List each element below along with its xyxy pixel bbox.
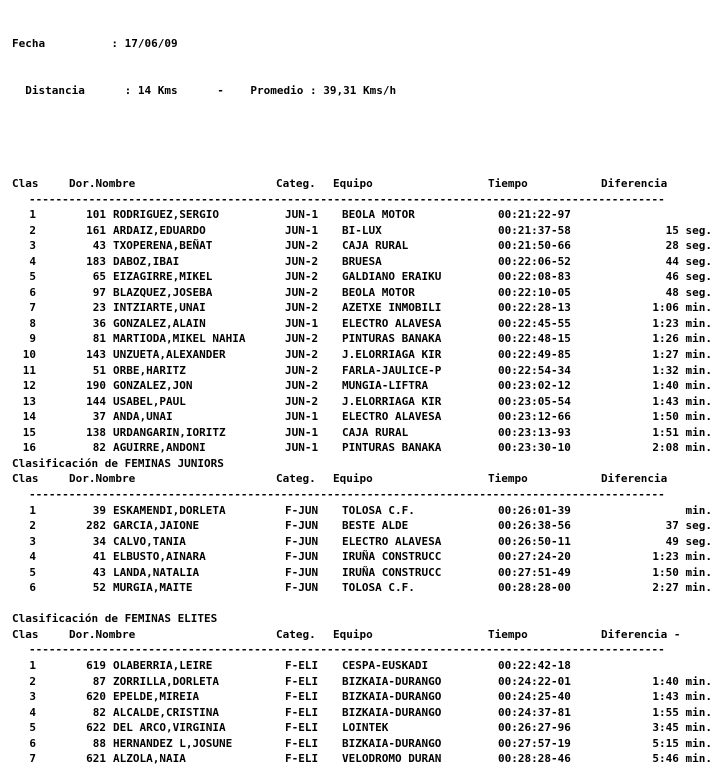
row-tiempo: 00:24:25-40 bbox=[498, 690, 571, 704]
table-row bbox=[12, 658, 712, 674]
table-row bbox=[12, 720, 712, 736]
table-row bbox=[12, 363, 712, 379]
table-row bbox=[12, 238, 712, 254]
table-row bbox=[12, 440, 712, 456]
row-categ: JUN-1 bbox=[285, 208, 319, 222]
column-header-row bbox=[12, 471, 712, 487]
row-diferencia: 1:43 min. bbox=[652, 394, 712, 408]
row-nombre: RODRIGUEZ,SERGIO bbox=[113, 208, 219, 222]
row-diferencia: 37 seg. bbox=[665, 519, 712, 533]
row-equipo: PINTURAS BANAKA bbox=[342, 441, 442, 455]
row-equipo: BIZKAIA-DURANGO bbox=[342, 705, 442, 719]
column-header-row bbox=[12, 176, 712, 192]
row-equipo: J.ELORRIAGA KIR bbox=[342, 348, 442, 362]
table-row bbox=[12, 736, 712, 752]
row-categ: JUN-2 bbox=[285, 332, 319, 346]
table-row bbox=[12, 378, 712, 394]
row-nombre: ALZOLA,NAIA bbox=[113, 752, 186, 766]
row-nombre: CALVO,TANIA bbox=[113, 534, 186, 548]
blank-line bbox=[12, 129, 712, 145]
row-categ: F-JUN bbox=[285, 519, 319, 533]
row-clas: 15 bbox=[22, 425, 36, 439]
table-row bbox=[12, 207, 712, 223]
row-nombre: TXOPERENA,BEÑAT bbox=[113, 239, 213, 253]
section-title: Clasificación de FEMINAS JUNIORS bbox=[12, 456, 224, 470]
row-categ: F-JUN bbox=[285, 550, 319, 564]
row-clas: 1 bbox=[29, 503, 36, 517]
row-nombre: MARTIODA,MIKEL NAHIA bbox=[113, 332, 246, 346]
row-dorsal: 37 bbox=[92, 410, 106, 424]
row-tiempo: 00:22:28-13 bbox=[498, 301, 571, 315]
row-clas: 1 bbox=[29, 208, 36, 222]
row-dorsal: 82 bbox=[92, 441, 106, 455]
row-categ: JUN-2 bbox=[285, 254, 319, 268]
col-header-equipo: Equipo bbox=[333, 472, 373, 486]
table-row bbox=[12, 300, 712, 316]
row-clas: 3 bbox=[29, 690, 36, 704]
row-clas: 7 bbox=[29, 301, 36, 315]
row-equipo: TOLOSA C.F. bbox=[342, 503, 415, 517]
row-categ: JUN-1 bbox=[285, 410, 319, 424]
row-categ: JUN-2 bbox=[285, 270, 319, 284]
row-nombre: UNZUETA,ALEXANDER bbox=[113, 348, 226, 362]
row-clas: 2 bbox=[29, 519, 36, 533]
table-row bbox=[12, 534, 712, 550]
row-tiempo: 00:27:51-49 bbox=[498, 565, 571, 579]
row-nombre: ARDAIZ,EDUARDO bbox=[113, 223, 206, 237]
row-categ: F-JUN bbox=[285, 565, 319, 579]
col-header-dor-nombre: Dor.Nombre bbox=[69, 472, 136, 486]
row-diferencia: 49 seg. bbox=[665, 534, 712, 548]
row-tiempo: 00:21:22-97 bbox=[498, 208, 571, 222]
row-clas: 6 bbox=[29, 736, 36, 750]
row-clas: 3 bbox=[29, 239, 36, 253]
row-nombre: USABEL,PAUL bbox=[113, 394, 186, 408]
row-categ: F-JUN bbox=[285, 503, 319, 517]
row-tiempo: 00:23:13-93 bbox=[498, 425, 571, 439]
row-equipo: BI-LUX bbox=[342, 223, 382, 237]
row-equipo: J.ELORRIAGA KIR bbox=[342, 394, 442, 408]
row-nombre: ORBE,HARITZ bbox=[113, 363, 186, 377]
row-categ: F-ELI bbox=[285, 736, 319, 750]
row-equipo: BRUESA bbox=[342, 254, 382, 268]
row-equipo: CESPA-EUSKADI bbox=[342, 658, 429, 672]
col-header-categ: Categ. bbox=[276, 177, 316, 191]
row-categ: JUN-2 bbox=[285, 348, 319, 362]
row-dorsal: 619 bbox=[86, 658, 106, 672]
col-header-diferencia: Diferencia bbox=[601, 177, 668, 191]
col-header-equipo: Equipo bbox=[333, 627, 373, 641]
table-row bbox=[12, 285, 712, 301]
row-dorsal: 190 bbox=[86, 379, 106, 393]
row-clas: 12 bbox=[22, 379, 36, 393]
row-equipo: TOLOSA C.F. bbox=[342, 581, 415, 595]
row-tiempo: 00:24:22-01 bbox=[498, 674, 571, 688]
row-dorsal: 43 bbox=[92, 239, 106, 253]
row-tiempo: 00:22:42-18 bbox=[498, 658, 571, 672]
row-diferencia: 15 seg. bbox=[665, 223, 712, 237]
row-diferencia: 1:43 min. bbox=[652, 690, 712, 704]
row-dorsal: 144 bbox=[86, 394, 106, 408]
col-header-categ: Categ. bbox=[276, 472, 316, 486]
row-diferencia: 1:55 min. bbox=[652, 705, 712, 719]
row-dorsal: 161 bbox=[86, 223, 106, 237]
row-categ: JUN-1 bbox=[285, 441, 319, 455]
row-diferencia: 5:15 min. bbox=[652, 736, 712, 750]
table-row bbox=[12, 394, 712, 410]
row-equipo: BIZKAIA-DURANGO bbox=[342, 690, 442, 704]
row-dorsal: 82 bbox=[92, 705, 106, 719]
table-row bbox=[12, 705, 712, 721]
row-dorsal: 51 bbox=[92, 363, 106, 377]
table-row bbox=[12, 254, 712, 270]
row-equipo: FARLA-JAULICE-P bbox=[342, 363, 442, 377]
row-diferencia: 2:27 min. bbox=[652, 581, 712, 595]
row-tiempo: 00:28:28-00 bbox=[498, 581, 571, 595]
row-categ: JUN-1 bbox=[285, 425, 319, 439]
row-dorsal: 183 bbox=[86, 254, 106, 268]
row-clas: 5 bbox=[29, 721, 36, 735]
row-nombre: LANDA,NATALIA bbox=[113, 565, 200, 579]
row-tiempo: 00:22:54-34 bbox=[498, 363, 571, 377]
row-categ: F-ELI bbox=[285, 690, 319, 704]
row-equipo: BIZKAIA-DURANGO bbox=[342, 674, 442, 688]
table-row bbox=[12, 565, 712, 581]
section-title: Clasificación de FEMINAS ELITES bbox=[12, 612, 218, 626]
row-dorsal: 34 bbox=[92, 534, 106, 548]
col-header-clas: Clas bbox=[12, 627, 39, 641]
row-tiempo: 00:26:38-56 bbox=[498, 519, 571, 533]
row-clas: 8 bbox=[29, 316, 36, 330]
row-tiempo: 00:27:57-19 bbox=[498, 736, 571, 750]
row-dorsal: 138 bbox=[86, 425, 106, 439]
row-tiempo: 00:22:45-55 bbox=[498, 316, 571, 330]
row-categ: F-ELI bbox=[285, 705, 319, 719]
table-row bbox=[12, 689, 712, 705]
row-tiempo: 00:26:27-96 bbox=[498, 721, 571, 735]
row-diferencia: 1:23 min. bbox=[652, 316, 712, 330]
row-diferencia: 1:27 min. bbox=[652, 348, 712, 362]
row-clas: 4 bbox=[29, 254, 36, 268]
row-tiempo: 00:26:01-39 bbox=[498, 503, 571, 517]
row-diferencia: 1:26 min. bbox=[652, 332, 712, 346]
row-diferencia: 46 seg. bbox=[665, 270, 712, 284]
row-nombre: EPELDE,MIREIA bbox=[113, 690, 200, 704]
row-clas: 7 bbox=[29, 752, 36, 766]
row-clas: 9 bbox=[29, 332, 36, 346]
row-diferencia: 1:40 min. bbox=[652, 674, 712, 688]
row-diferencia: 5:46 min. bbox=[652, 752, 712, 766]
row-equipo: IRUÑA CONSTRUCC bbox=[342, 550, 442, 564]
row-tiempo: 00:22:06-52 bbox=[498, 254, 571, 268]
row-equipo: ELECTRO ALAVESA bbox=[342, 534, 442, 548]
row-categ: JUN-2 bbox=[285, 394, 319, 408]
row-dorsal: 52 bbox=[92, 581, 106, 595]
row-dorsal: 622 bbox=[86, 721, 106, 735]
row-tiempo: 00:23:02-12 bbox=[498, 379, 571, 393]
row-nombre: GARCIA,JAIONE bbox=[113, 519, 200, 533]
row-equipo: ELECTRO ALAVESA bbox=[342, 316, 442, 330]
row-diferencia: 1:06 min. bbox=[652, 301, 712, 315]
table-row bbox=[12, 518, 712, 534]
row-categ: JUN-1 bbox=[285, 316, 319, 330]
table-row bbox=[12, 316, 712, 332]
column-header-row bbox=[12, 627, 712, 643]
col-header-diferencia: Diferencia bbox=[601, 472, 668, 486]
row-tiempo: 00:21:37-58 bbox=[498, 223, 571, 237]
row-nombre: MURGIA,MAITE bbox=[113, 581, 193, 595]
row-tiempo: 00:26:50-11 bbox=[498, 534, 571, 548]
row-equipo: BEOLA MOTOR bbox=[342, 285, 415, 299]
table-row bbox=[12, 223, 712, 239]
row-dorsal: 36 bbox=[92, 316, 106, 330]
row-tiempo: 00:23:05-54 bbox=[498, 394, 571, 408]
row-dorsal: 88 bbox=[92, 736, 106, 750]
separator-line: ------------------------------------------------------------------------------------------------ bbox=[29, 192, 665, 206]
row-equipo: CAJA RURAL bbox=[342, 239, 409, 253]
row-diferencia: 48 seg. bbox=[665, 285, 712, 299]
row-tiempo: 00:28:28-46 bbox=[498, 752, 571, 766]
table-row bbox=[12, 409, 712, 425]
row-categ: F-ELI bbox=[285, 721, 319, 735]
row-diferencia: 1:23 min. bbox=[652, 550, 712, 564]
row-nombre: DABOZ,IBAI bbox=[113, 254, 180, 268]
row-tiempo: 00:24:37-81 bbox=[498, 705, 571, 719]
row-equipo: LOINTEK bbox=[342, 721, 389, 735]
row-equipo: AZETXE INMOBILI bbox=[342, 301, 442, 315]
row-diferencia: 1:32 min. bbox=[652, 363, 712, 377]
col-header-diferencia: Diferencia - bbox=[601, 627, 681, 641]
separator-line: ------------------------------------------------------------------------------------------------ bbox=[29, 487, 665, 501]
row-clas: 13 bbox=[22, 394, 36, 408]
blank-line bbox=[12, 596, 712, 612]
row-clas: 11 bbox=[22, 363, 36, 377]
row-clas: 3 bbox=[29, 534, 36, 548]
row-clas: 10 bbox=[22, 348, 36, 362]
row-dorsal: 43 bbox=[92, 565, 106, 579]
table-row bbox=[12, 580, 712, 596]
row-dorsal: 87 bbox=[92, 674, 106, 688]
row-tiempo: 00:21:50-66 bbox=[498, 239, 571, 253]
row-clas: 1 bbox=[29, 658, 36, 672]
row-dorsal: 65 bbox=[92, 270, 106, 284]
row-diferencia: 1:50 min. bbox=[652, 410, 712, 424]
row-categ: F-ELI bbox=[285, 674, 319, 688]
row-clas: 5 bbox=[29, 565, 36, 579]
row-diferencia: 28 seg. bbox=[665, 239, 712, 253]
row-dorsal: 41 bbox=[92, 550, 106, 564]
row-dorsal: 282 bbox=[86, 519, 106, 533]
row-equipo: BEOLA MOTOR bbox=[342, 208, 415, 222]
row-equipo: CAJA RURAL bbox=[342, 425, 409, 439]
row-diferencia: 3:45 min. bbox=[652, 721, 712, 735]
row-nombre: ZORRILLA,DORLETA bbox=[113, 674, 219, 688]
col-header-categ: Categ. bbox=[276, 627, 316, 641]
row-equipo: GALDIANO ERAIKU bbox=[342, 270, 442, 284]
row-dorsal: 97 bbox=[92, 285, 106, 299]
row-nombre: BLAZQUEZ,JOSEBA bbox=[113, 285, 213, 299]
row-equipo: ELECTRO ALAVESA bbox=[342, 410, 442, 424]
row-tiempo: 00:22:08-83 bbox=[498, 270, 571, 284]
row-nombre: ESKAMENDI,DORLETA bbox=[113, 503, 226, 517]
row-clas: 16 bbox=[22, 441, 36, 455]
table-row bbox=[12, 269, 712, 285]
row-nombre: GONZALEZ,JON bbox=[113, 379, 193, 393]
col-header-dor-nombre: Dor.Nombre bbox=[69, 177, 136, 191]
col-header-tiempo: Tiempo bbox=[488, 472, 528, 486]
row-tiempo: 00:23:12-66 bbox=[498, 410, 571, 424]
table-row bbox=[12, 549, 712, 565]
row-clas: 4 bbox=[29, 705, 36, 719]
row-nombre: URDANGARIN,IORITZ bbox=[113, 425, 226, 439]
row-clas: 4 bbox=[29, 550, 36, 564]
row-clas: 2 bbox=[29, 674, 36, 688]
date-line: Fecha : 17/06/09 bbox=[12, 37, 178, 51]
row-dorsal: 101 bbox=[86, 208, 106, 222]
row-tiempo: 00:23:30-10 bbox=[498, 441, 571, 455]
row-categ: F-JUN bbox=[285, 581, 319, 595]
col-header-tiempo: Tiempo bbox=[488, 177, 528, 191]
row-nombre: GONZALEZ,ALAIN bbox=[113, 316, 206, 330]
row-dorsal: 621 bbox=[86, 752, 106, 766]
row-dorsal: 620 bbox=[86, 690, 106, 704]
row-equipo: IRUÑA CONSTRUCC bbox=[342, 565, 442, 579]
row-nombre: AGUIRRE,ANDONI bbox=[113, 441, 206, 455]
row-clas: 5 bbox=[29, 270, 36, 284]
row-categ: JUN-2 bbox=[285, 301, 319, 315]
row-nombre: HERNANDEZ L,JOSUNE bbox=[113, 736, 233, 750]
row-clas: 14 bbox=[22, 410, 36, 424]
row-nombre: OLABERRIA,LEIRE bbox=[113, 658, 213, 672]
row-diferencia: 44 seg. bbox=[665, 254, 712, 268]
row-equipo: VELODROMO DURAN bbox=[342, 752, 442, 766]
row-diferencia: min. bbox=[685, 503, 712, 517]
row-tiempo: 00:27:24-20 bbox=[498, 550, 571, 564]
table-row bbox=[12, 425, 712, 441]
row-categ: JUN-2 bbox=[285, 239, 319, 253]
row-nombre: ELBUSTO,AINARA bbox=[113, 550, 206, 564]
row-dorsal: 39 bbox=[92, 503, 106, 517]
table-row bbox=[12, 347, 712, 363]
table-row bbox=[12, 674, 712, 690]
row-categ: JUN-2 bbox=[285, 379, 319, 393]
results-document bbox=[12, 5, 712, 782]
separator-line: ------------------------------------------------------------------------------------------------ bbox=[29, 643, 665, 657]
row-tiempo: 00:22:49-85 bbox=[498, 348, 571, 362]
row-tiempo: 00:22:10-05 bbox=[498, 285, 571, 299]
row-equipo: BESTE ALDE bbox=[342, 519, 409, 533]
row-categ: JUN-2 bbox=[285, 363, 319, 377]
col-header-equipo: Equipo bbox=[333, 177, 373, 191]
distance-average-line: Distancia : 14 Kms - Promedio : 39,31 Kms/h bbox=[12, 83, 397, 97]
row-diferencia: 2:08 min. bbox=[652, 441, 712, 455]
row-dorsal: 23 bbox=[92, 301, 106, 315]
row-nombre: INTZIARTE,UNAI bbox=[113, 301, 206, 315]
row-dorsal: 81 bbox=[92, 332, 106, 346]
col-header-tiempo: Tiempo bbox=[488, 627, 528, 641]
sections-container bbox=[12, 176, 712, 767]
row-diferencia: 1:40 min. bbox=[652, 379, 712, 393]
col-header-clas: Clas bbox=[12, 472, 39, 486]
row-categ: F-ELI bbox=[285, 752, 319, 766]
row-dorsal: 143 bbox=[86, 348, 106, 362]
table-row bbox=[12, 503, 712, 519]
row-categ: F-ELI bbox=[285, 658, 319, 672]
row-clas: 6 bbox=[29, 581, 36, 595]
row-equipo: BIZKAIA-DURANGO bbox=[342, 736, 442, 750]
row-diferencia: 1:50 min. bbox=[652, 565, 712, 579]
row-equipo: MUNGIA-LIFTRA bbox=[342, 379, 429, 393]
table-row bbox=[12, 331, 712, 347]
row-nombre: EIZAGIRRE,MIKEL bbox=[113, 270, 213, 284]
row-clas: 2 bbox=[29, 223, 36, 237]
row-categ: JUN-2 bbox=[285, 285, 319, 299]
row-equipo: PINTURAS BANAKA bbox=[342, 332, 442, 346]
row-tiempo: 00:22:48-15 bbox=[498, 332, 571, 346]
row-clas: 6 bbox=[29, 285, 36, 299]
row-categ: F-JUN bbox=[285, 534, 319, 548]
row-categ: JUN-1 bbox=[285, 223, 319, 237]
col-header-clas: Clas bbox=[12, 177, 39, 191]
row-nombre: DEL ARCO,VIRGINIA bbox=[113, 721, 226, 735]
col-header-dor-nombre: Dor.Nombre bbox=[69, 627, 136, 641]
row-nombre: ALCALDE,CRISTINA bbox=[113, 705, 219, 719]
row-nombre: ANDA,UNAI bbox=[113, 410, 173, 424]
row-diferencia: 1:51 min. bbox=[652, 425, 712, 439]
table-row bbox=[12, 751, 712, 767]
